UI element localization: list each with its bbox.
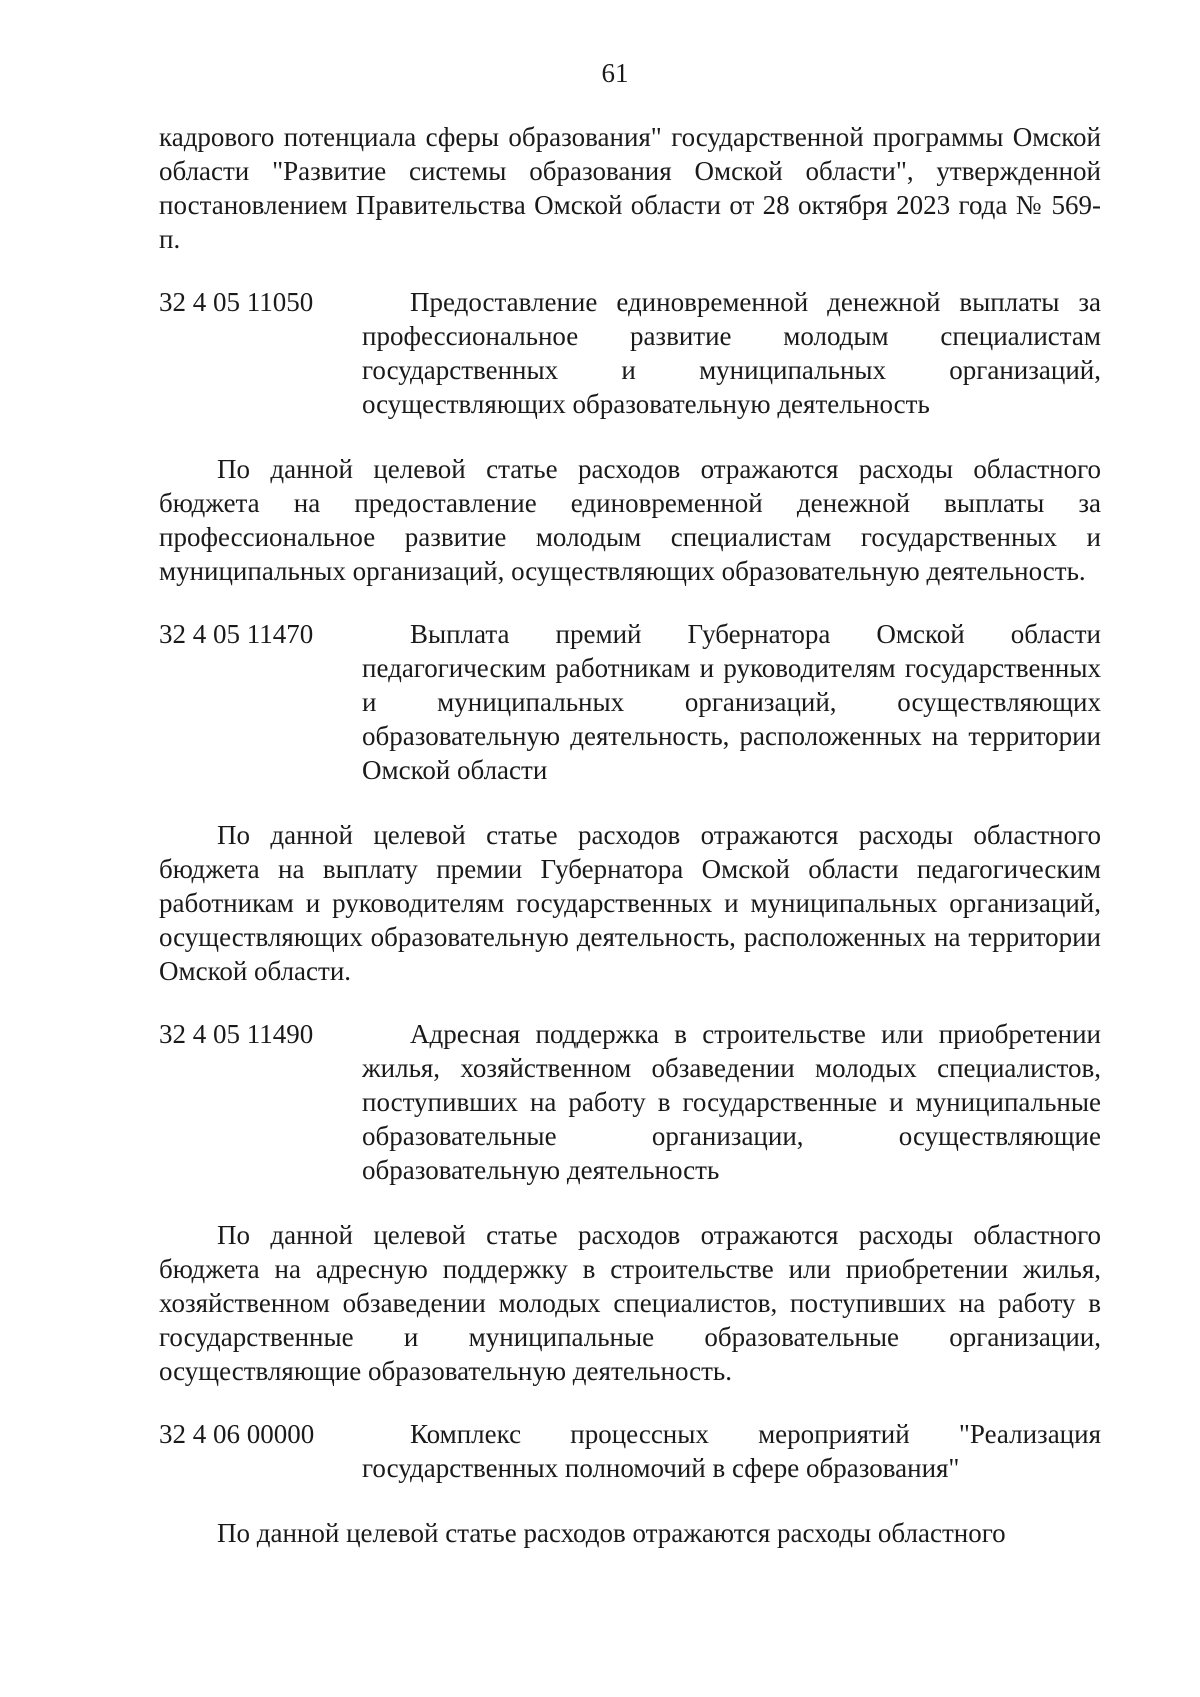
budget-entry bbox=[159, 285, 1101, 421]
entry-code: 32 4 06 00000 bbox=[159, 1419, 315, 1449]
entry-description: По данной целевой статье расходов отражаются расходы областного бюджета на предоставление единовременной денежной выплаты за профессиональное развитие молодым специалистам государственных и муниципальных организаций, осуществляющих образовательную деятельность. bbox=[159, 454, 1101, 586]
budget-entry bbox=[159, 1417, 1101, 1485]
entry-code: 32 4 05 11490 bbox=[159, 1019, 314, 1049]
entry-title: Выплата премий Губернатора Омской области педагогическим работникам и руководителям государственных и муниципальных организаций, осуществляющих образовательную деятельность, расположенных на территории Омской области bbox=[362, 619, 1101, 785]
entry-code: 32 4 05 11470 bbox=[159, 619, 314, 649]
page-number: 61 bbox=[601, 58, 629, 88]
entry-description: По данной целевой статье расходов отражаются расходы областного бюджета на адресную поддержку в строительстве или приобретении жилья, хозяйственном обзаведении молодых специалистов, поступивших на работу в государственные и муниципальные образовательные организации, осуществляющие образовательную деятельность. bbox=[159, 1220, 1101, 1386]
entry-title: Адресная поддержка в строительстве или приобретении жилья, хозяйственном обзаведении молодых специалистов, поступивших на работу в государственные и муниципальные образовательные организации, осуществляющие образовательную деятельность bbox=[362, 1019, 1101, 1185]
budget-entry bbox=[159, 1017, 1101, 1187]
entry-title: Комплекс процессных мероприятий "Реализация государственных полномочий в сфере образования" bbox=[362, 1419, 1101, 1483]
budget-entry bbox=[159, 617, 1101, 787]
document-body bbox=[159, 120, 1101, 1550]
entry-code: 32 4 05 11050 bbox=[159, 287, 314, 317]
intro-paragraph: кадрового потенциала сферы образования" государственной программы Омской области "Развитие системы образования Омской области", утвержденной постановлением Правительства Омской области от 28 октября 2023 года № 569-п. bbox=[159, 122, 1101, 254]
entry-description: По данной целевой статье расходов отражаются расходы областного бюджета на выплату премии Губернатора Омской области педагогическим работникам и руководителям государственных и муниципальных организаций, осуществляющих образовательную деятельность, расположенных на территории Омской области. bbox=[159, 820, 1101, 986]
entry-title: Предоставление единовременной денежной выплаты за профессиональное развитие молодым специалистам государственных и муниципальных организаций, осуществляющих образовательную деятельность bbox=[362, 287, 1101, 419]
entry-description: По данной целевой статье расходов отражаются расходы областного bbox=[217, 1518, 1006, 1548]
